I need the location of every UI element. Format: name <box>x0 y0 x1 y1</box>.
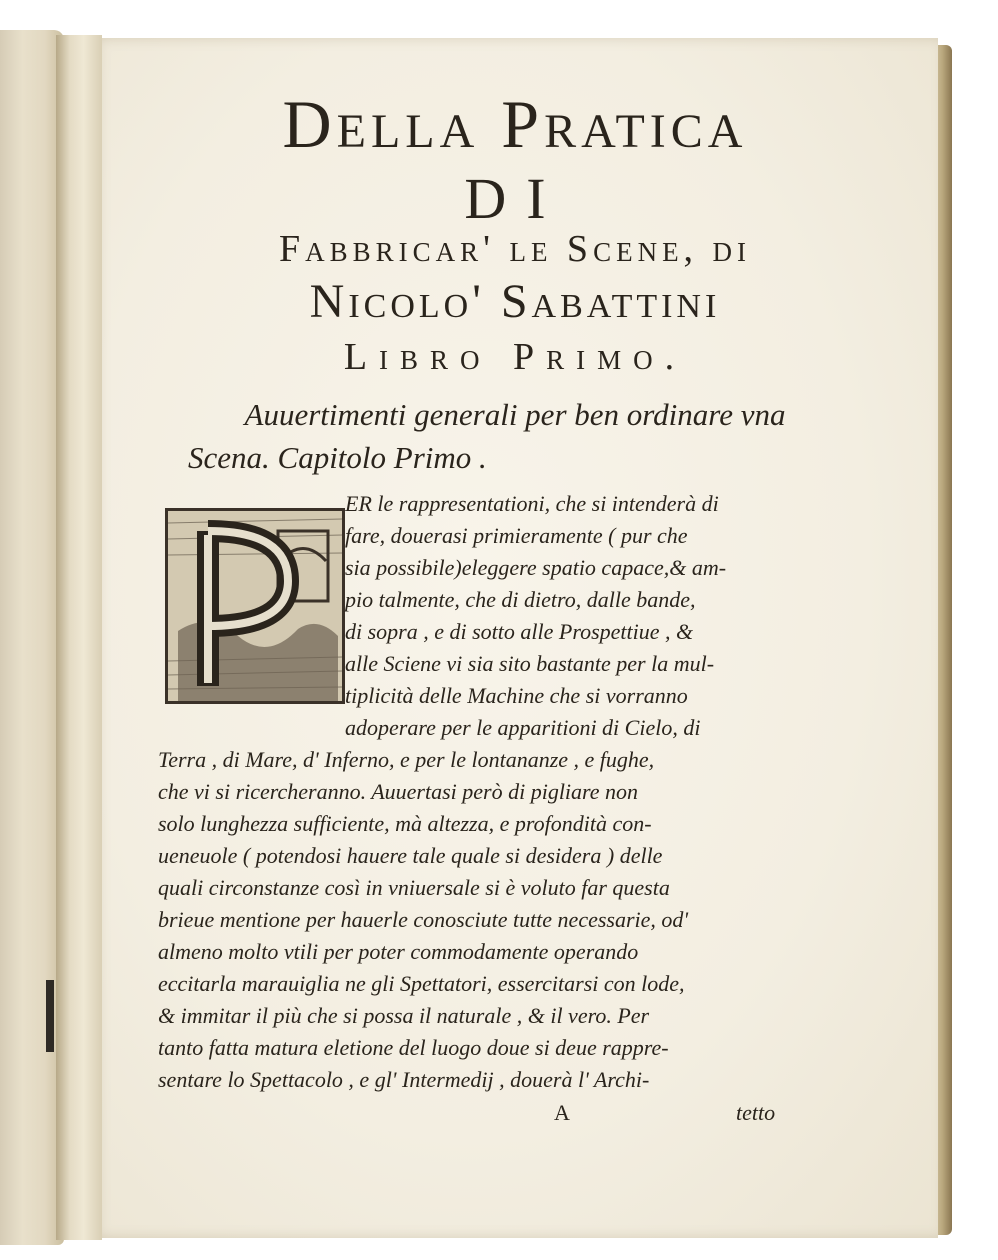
body-line-1: ER le rappresentationi, che si intenderà di <box>345 491 719 516</box>
body-line-2: fare, douerasi primieramente ( pur che <box>345 523 688 548</box>
title-line-2: DI <box>464 166 566 231</box>
body-line-4: pio talmente, che di dietro, dalle bande, <box>345 587 696 612</box>
body-line-6: alle Sciene vi sia sito bastante per la mul- <box>345 651 715 676</box>
chapter-heading-line-2: Scena. Capitolo Primo . <box>188 440 487 475</box>
body-line-17: & immitar il più che si possa il naturale , & il vero. Per <box>158 1003 650 1028</box>
left-page-edge <box>0 30 64 1245</box>
body-line-9: Terra , di Mare, d' Inferno, e per le lontananze , e fughe, <box>158 747 655 772</box>
body-line-16: eccitarla marauiglia ne gli Spettatori, essercitarsi con lode, <box>158 971 685 996</box>
body-line-15: almeno molto vtili per poter commodamente operando <box>158 939 639 964</box>
signature-mark: A <box>554 1100 570 1125</box>
book-page <box>92 38 938 1238</box>
body-line-5: di sopra , e di sotto alle Prospettiue , & <box>345 619 694 644</box>
body-line-14: brieue mentione per hauerle conosciute tutte necessarie, od' <box>158 907 689 932</box>
body-line-18: tanto fatta matura eletione del luogo doue si deue rappre- <box>158 1035 669 1060</box>
body-line-12: ueneuole ( potendosi hauere tale quale si desidera ) delle <box>158 843 663 868</box>
body-line-10: che vi si ricercheranno. Auuertasi però di pigliare non <box>158 779 639 804</box>
body-line-11: solo lunghezza sufficiente, mà altezza, e profondità con- <box>158 811 652 836</box>
body-line-13: quali circonstanze così in vniuersale si è voluto far questa <box>158 875 670 900</box>
title-line-1: Della Pratica <box>282 86 748 162</box>
chapter-heading-line-1: Auuertimenti generali per ben ordinare vna <box>244 397 786 432</box>
title-line-3: Fabbricar' le Scene, di <box>278 228 752 270</box>
bookmark-ribbon <box>46 980 54 1052</box>
author-name: Nicolo' Sabattini <box>309 275 721 328</box>
body-line-3: sia possibile)eleggere spatio capace,& am- <box>345 555 727 580</box>
body-line-19: sentare lo Spettacolo , e gl' Intermedij , douerà l' Archi- <box>158 1067 650 1092</box>
body-line-8: adoperare per le apparitioni di Cielo, di <box>345 715 701 740</box>
decorated-initial-icon <box>165 508 345 704</box>
body-line-7: tiplicità delle Machine che si vorranno <box>345 683 688 708</box>
book-number: Libro Primo. <box>343 336 687 378</box>
catchword: tetto <box>736 1100 776 1125</box>
